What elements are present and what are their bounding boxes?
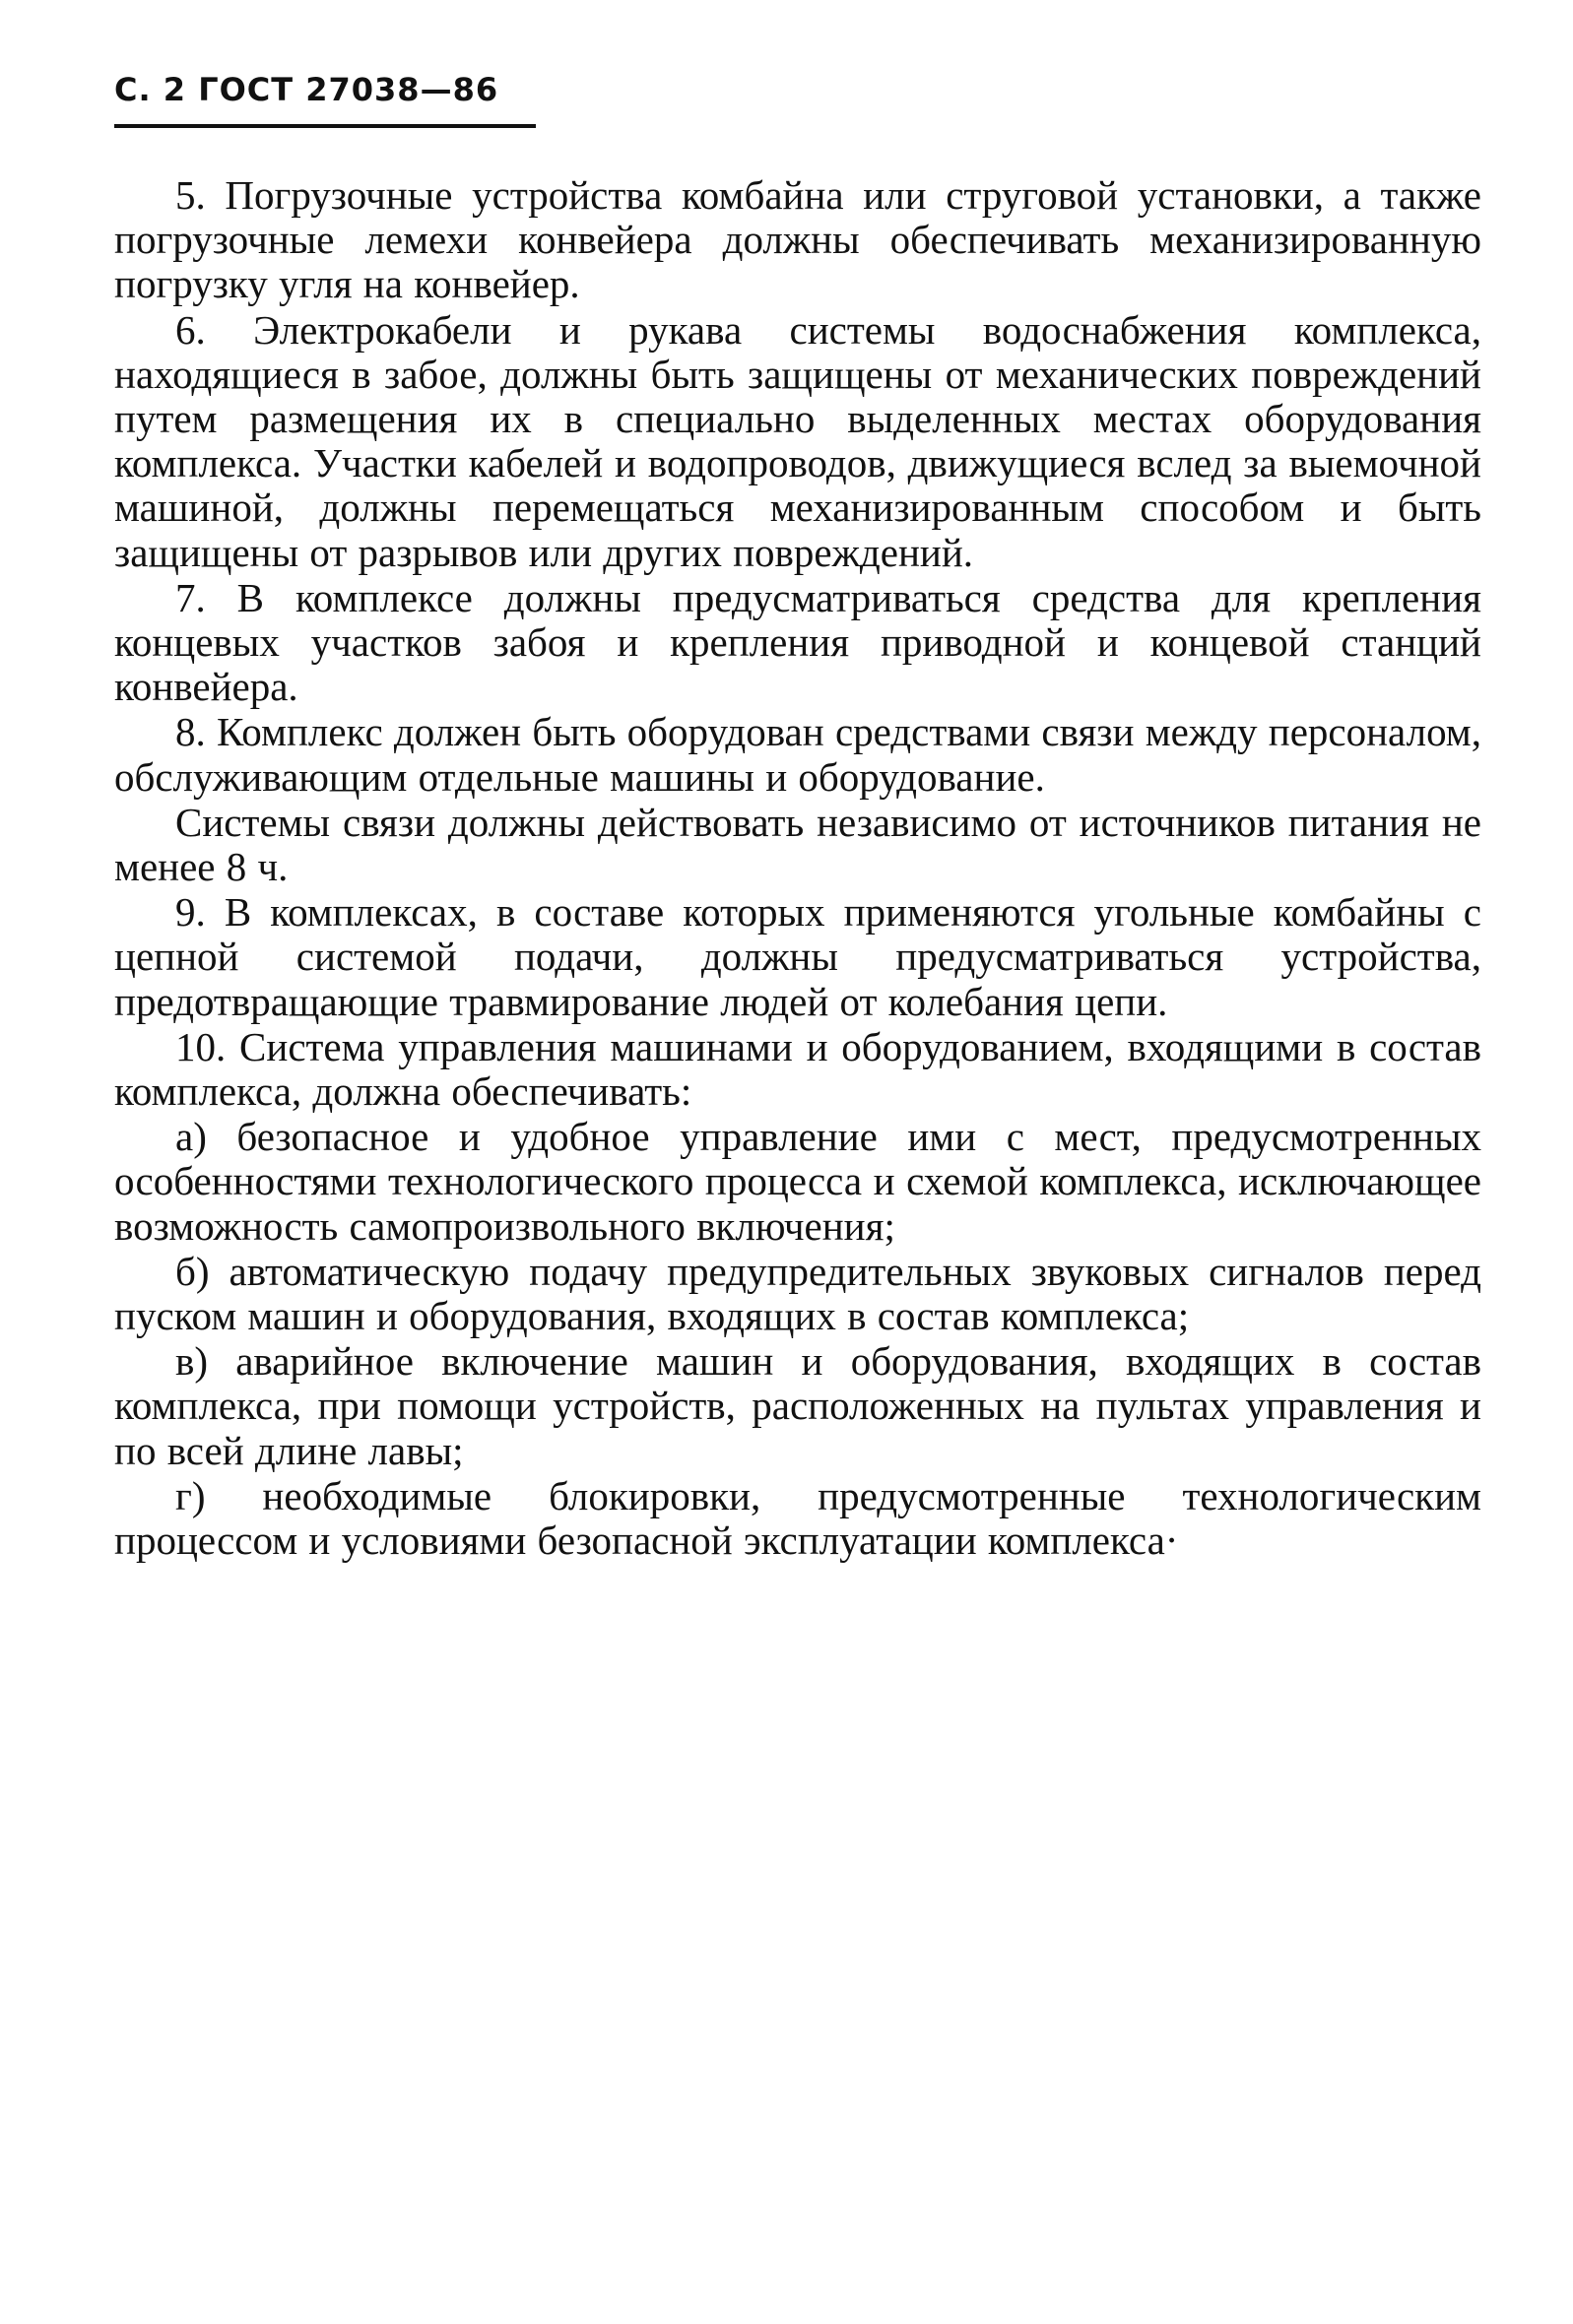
paragraph-10-b: б) автоматическую подачу предупредительных звуковых сигналов перед пуском машин и оборудования, входящих в состав комплекса;: [114, 1248, 1481, 1339]
document-body: [114, 173, 1481, 1564]
paragraph-10-v: в) аварийное включение машин и оборудования, входящих в состав комплекса, при помощи устройств, расположенных на пультах управления и по всей длине лавы;: [114, 1338, 1481, 1473]
page-header: С. 2 ГОСТ 27038—86: [114, 71, 499, 108]
header-rule: [114, 124, 536, 128]
paragraph-6: 6. Электрокабели и рукава системы водоснабжения комплекса, находящиеся в забое, должны быть защищены от механических повреждений путем размещения их в специально выделенных местах оборудования комплекса. Участки кабелей и водопроводов, движущиеся вслед за выемочной машиной, должны перемещаться механизированным способом и быть защищены от разрывов или других повреждений.: [114, 306, 1481, 575]
paragraph-10-a: а) безопасное и удобное управление ими с мест, предусмотренных особенностями технологического процесса и схемой комплекса, исключающее возможность самопроизвольного включения;: [114, 1114, 1481, 1249]
paragraph-10-g: г) необходимые блокировки, предусмотренные технологическим процессом и условиями безопасной эксплуатации комплекса·: [114, 1472, 1481, 1564]
paragraph-7: 7. В комплексе должны предусматриваться средства для крепления концевых участков забоя и крепления приводной и концевой станций конвейера.: [114, 574, 1481, 710]
paragraph-8: 8. Комплекс должен быть оборудован средствами связи между персоналом, обслуживающим отдельные машины и оборудование.: [114, 709, 1481, 800]
paragraph-8-systems: Системы связи должны действовать независимо от источников питания не менее 8 ч.: [114, 799, 1481, 890]
paragraph-5: 5. Погрузочные устройства комбайна или струговой установки, а также погрузочные лемехи конвейера должны обеспечивать механизированную погрузку угля на конвейер.: [114, 172, 1481, 307]
paragraph-9: 9. В комплексах, в составе которых применяются угольные комбайны с цепной системой подачи, должны предусматриваться устройства, предотвращающие травмирование людей от колебания цепи.: [114, 889, 1481, 1024]
paragraph-10: 10. Система управления машинами и оборудованием, входящими в состав комплекса, должна обеспечивать:: [114, 1023, 1481, 1115]
